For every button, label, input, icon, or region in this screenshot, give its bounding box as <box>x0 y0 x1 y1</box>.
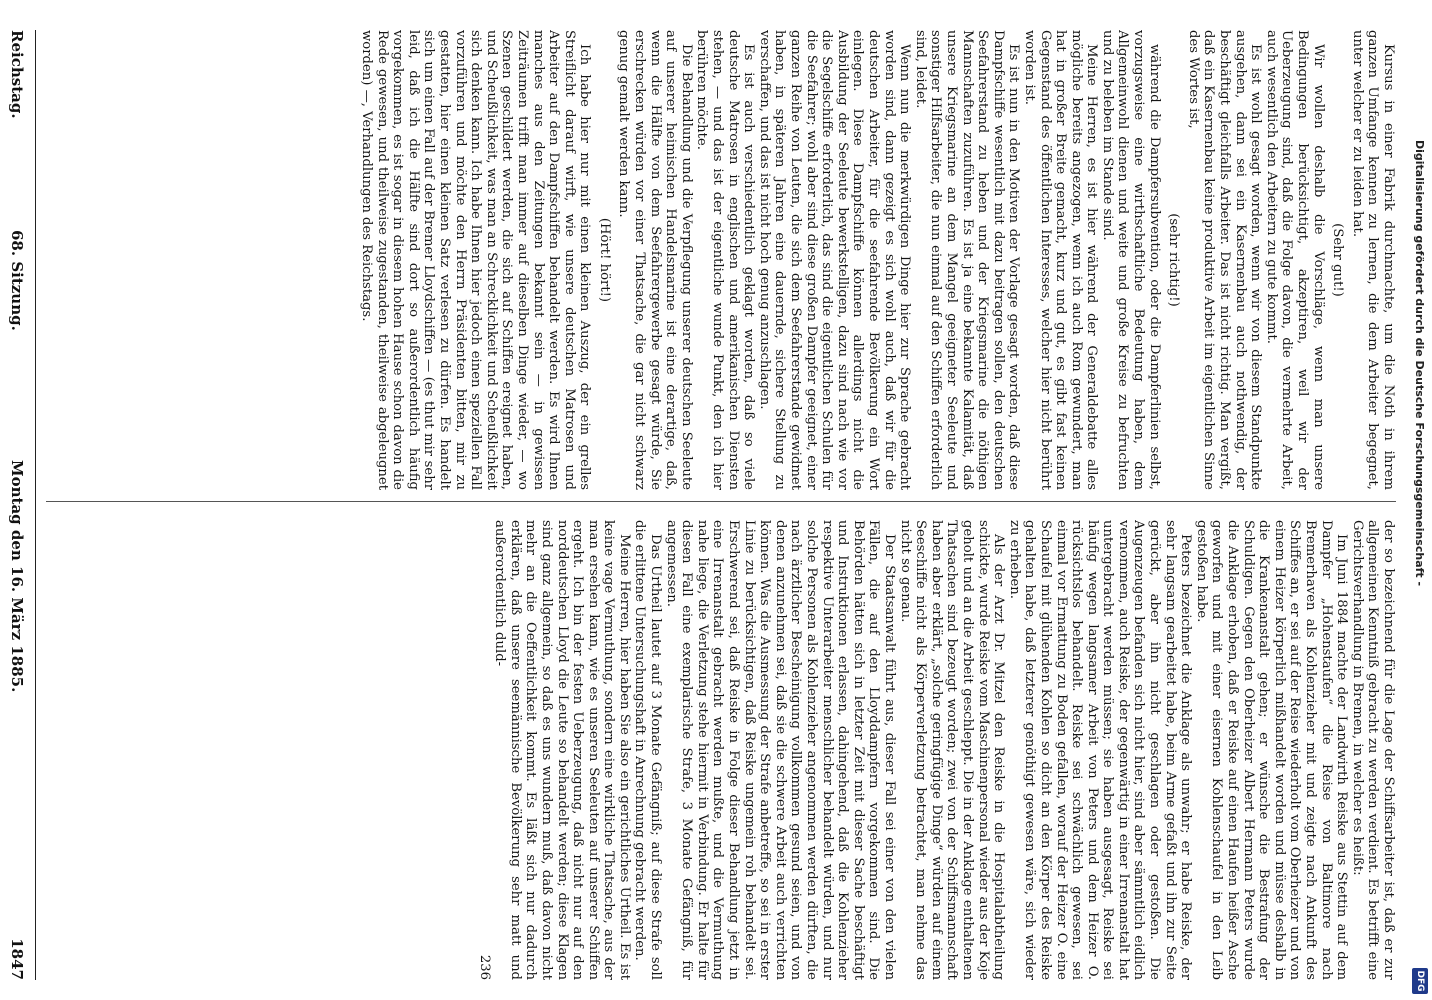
header-title: Reichstag. <box>8 30 26 119</box>
page-header <box>4 30 30 980</box>
paragraph: Ich habe hier nur mit einen kleinen Auszug, der ein grelles Streiflicht darauf wirft, wie unsere deutschen Matrosen und Arbeiter auf den Dampfschiffen behandelt werden. Es wird Ihnen manches aus den Zeitungen bekannt sein — in gewissen Zeiträumen trifft man immer auf dieselben Dinge wieder, — wo Szenen geschildert werden, die sich auf Schiffen ereignet haben, und Scheußlichkeit, was man an Schrecklichkeit und Scheußlichkeit sich denken kann. Ich habe Ihnen hier jedoch einen speziellen Fall vorzuführen und möchte den Herrn Präsidenten bitten, mir zu gestatten, hier einen kleinen Satz verlesen zu dürfen. Es handelt sich um einen Fall auf der Bremer Lloydschiffen — (es thut mir sehr leid, daß ich die Hälfte sind dort so außerordentlich häufig vorgekommen, es ist sogar in diesem hohen Hause schon davon die Rede gewesen, und theilweise zugestanden, theilweise abgeleugnet worden) —, Verhandlungen des Reichstags. <box>359 30 593 490</box>
right-column <box>46 520 1396 980</box>
paragraph: Die Behandlung und die Verpflegung unserer deutschen Seeleute auf unserer heimischen Handelsmarine ist eine derartige, daß, wenn die Hälfte von dem Seefahrergewerbe gesagt würde, Sie erschrecken würden vor einer Thatsache, die gar nicht schwarz genug gemalt werden kann. <box>616 30 694 490</box>
paragraph: Wenn nun die merkwürdigen Dinge hier zur Sprache gebracht worden sind, dann gezeigt es sich wohl auch, daß wir für die deutschen Arbeiter, für die seefahrende Bevölkerung ein Wort einlegen. Diese Dampfschiffe können allerdings nicht die Ausbildung der Seeleute bewerkstelligen, dazu sind nach wie vor die Segelschiffe erforderlich, das sind die eigentlichen Schulen für die Seefahrer; wohl aber sind diese großen Dampfer geeignet, einer ganzen Reihe von Leuten, die sich dem Seefahrerstande gewidmet haben, in späteren Jahren eine dauernde, sichere Stellung zu verschaffen, und das ist nicht hoch genug anzuschlagen. <box>756 30 913 490</box>
header-session: 68. Sitzung. <box>8 230 26 331</box>
paragraph: Es ist auch verschiedentlich geklagt worden, daß so viele deutsche Matrosen in englischen und amerikanischen Diensten stehen, — und das ist der eigentliche wunde Punkt, den ich hier berühren möchte. <box>694 30 757 490</box>
interjection: (Sehr gut!) <box>1330 223 1346 297</box>
paragraph: Meine Herren, hier haben Sie also ein gerichtliches Urtheil. Es ist keine vage Vermuthung, sondern eine wirkliche Thatsache, aus der man ersehen kann, wie es unseren Seeleuten auf unserer Schiffen ergeht. Ich bin der festen Ueberzeugung, daß nicht nur auf den norddeutschen Lloyd die Leute so behandelt werden; diese Klagen sind ganz allgemein, so daß es uns wundern muß, daß davon nicht mehr an die Oeffentlichkeit kommt. Es läßt sich nur dadurch erklären, daß unsere seemännische Bevölkerung sehr matt und außerordentlich duld- <box>492 520 632 980</box>
paragraph: Meine Herren, es ist hier während der Generaldebatte alles mögliche bereits angezogen, wenn ich auch Rom gewundert, man hat in großer Breite gemacht, kurz und gut, es gibt fast keinen Gegenstand des öffentlichen Interesses, welcher hier nicht berührt worden ist. <box>1021 30 1100 490</box>
header-date: Montag den 16. März 1885. <box>8 460 26 693</box>
paragraph: Es ist nun in den Motiven der Vorlage gesagt worden, daß diese Dampfschiffe wesentlich mit dazu beitragen sollen, den deutschen Seefahrerstand zu heben und der Kriegsmarine die nöthigen Mannschaften zuzuführen. Es ist ja eine bekannte Kalamität, daß unsere Kriegsmarine an dem Mangel geeigneter Seeleute und sonstiger Hilfsarbeiter, die nun einmal auf den Schiffen erforderlich sind, leidet. <box>912 30 1022 490</box>
paragraph: Wir wollen deshalb die Vorschläge, wenn man unsere Bedingungen berücksichtigt, akzeptiren, weil wir der Ueberzeugung sind, daß die Folge davon, die vermehrte Arbeit, auch wesentlich den Arbeitern zu gute kommt. <box>1263 30 1326 490</box>
signature-number: 236 <box>476 954 492 980</box>
interjection: (Hört! hört!) <box>596 217 612 303</box>
header-rule <box>35 30 36 980</box>
dfg-logo-icon: DFG <box>1412 968 1428 994</box>
paragraph: Es ist wohl gesagt worden, wenn wir von diesem Standpunkte ausgehen, dann sei ein Kasernenbau auch nothwendig, der beschäftigt gleichfalls Arbeiter. Das ist nicht richtig. Man vergißt, daß ein Kasernenbau keine produktive Arbeit im eigentlichen Sinne des Wortes ist, <box>1185 30 1264 490</box>
column-divider <box>46 501 1396 502</box>
paragraph: während die Dampfersubvention, oder die Dampferlinien selbst, vorzugsweise eine wirthschaftliche Bedeutung haben, dem Allgemeinwohl dienen und weite und große Kreise zu befruchten und zu beleben im Stande sind. <box>1099 30 1162 490</box>
header-page-number: 1847 <box>8 938 26 980</box>
quoted-paragraph: Peters bezeichnet die Anklage als unwahr; er habe Reiske, der sehr langsam gearbeitet habe, beim Arme gefaßt und ihn zur Seite gerückt, aber ihn nicht geschlagen oder gestoßen. Die Augenzeugen befanden sich nicht hier, sind aber sämmtlich eidlich vernommen, auch Reiske, der gegenwärtig in einer Irrenanstalt hat untergebracht werden müssen; sie haben ausgesagt, Reiske sei häufig wegen langsamer Arbeit von Peters und dem Heizer O. rücksichtslos behandelt. Reiske sei schwächlich gewesen, sei einmal vor Ermattung zu Boden gefallen, worauf der Heizer O. eine Schaufel mit glühenden Kohlen so dicht an den Körper des Reiske gehalten habe, daß letzterer genöthigt gewesen wäre, sich wieder zu erheben. <box>1006 520 1194 980</box>
digitization-stamp <box>1406 0 1432 1000</box>
interjection: (sehr richtig!) <box>1166 213 1182 307</box>
quoted-paragraph: Der Staatsanwalt führt aus, dieser Fall sei einer von den vielen Fällen, die auf den Lloyddampfern vorgekommen sind. Die Behörden hätten sich in letzter Zeit mit dieser Sache beschäftigt und Instruktionen erlassen, dahingehend, daß die Kohlenzieher respektive Unterarbeiter menschlicher behandelt würden, und nur solche Personen als Kohlenzieher angenommen werden dürften, die nach ärztlicher Bescheinigung vollkommen gesund seien, und von denen anzunehmen sei, daß sie die schwere Arbeit auch verrichten können. Was die Ausmessung der Strafe anbetreffe, so sei in erster Linie zu berücksichtigen, daß Reiske ungemein roh behandelt sei. Erschwerend sei, daß Reiske in Folge dieser Behandlung jetzt in eine Irrenanstalt gebracht werden mußte, und die Vermuthung nahe liege, die Verletzung stehe hiermit in Verbindung. Er halte für diesen Fall eine exemplarische Strafe, 3 Monate Gefängniß, für angemessen. <box>663 520 897 980</box>
quoted-paragraph: Das Urtheil lautet auf 3 Monate Gefängniß; auf diese Strafe soll die erlittene Untersuchungshaft in Anrechnung gebracht werden. <box>632 520 664 980</box>
paragraph: der so bezeichnend für die Lage der Schiffsarbeiter ist, daß er zur allgemeinen Kenntniß gebracht zu werden verdient. Es betrifft eine Gerichtsverhandlung in Bremen, in welcher es heißt: <box>1349 520 1396 980</box>
left-column <box>46 30 1396 490</box>
paragraph: Kursus in einer Fabrik durchmachte, um die Noth in ihrem ganzen Umfange kennen zu lernen, die dem Arbeiter begegnet, unter welcher er zu leiden hat. <box>1349 30 1396 490</box>
quoted-paragraph: Im Juni 1884 machte der Landwirth Reiske aus Stettin auf dem Dampfer „Hohenstaufen“ die Reise von Baltimore nach Bremerhaven als Kohlenzieher mit und zeigte nach Ankunft des Schiffes an, er sei auf der Reise wiederholt vom Oberheizer und von einem Heizer körperlich mißhandelt worden und müsse deshalb in die Krankenanstalt gehen; er wünsche die Bestrafung der Schuldigen. Gegen den Oberheizer Albert Hermann Peters wurde die Anklage erhoben, daß er Reiske auf einen Haufen heißer Asche geworfen und mit einer eisernen Kohlenschaufel in den Leib gestoßen habe. <box>1193 520 1350 980</box>
stamp-text: Digitalisierung gefördert durch die Deutsche Forschungsgemeinschaft - <box>1413 140 1426 587</box>
quoted-paragraph: Als der Arzt Dr. Mitzel den Reiske in die Hospitalabtheilung schickte, wurde Reiske vom Maschinenpersonal wieder aus der Koje geholt und an die Arbeit geschleppt. Die in der Anklage enthaltenen Thatsachen sind bezeugt worden; zwei von der Schiffsmannschaft haben aber erklärt, „solche geringfügige Dinge“ würden auf einem Seeschiffe nicht als Körperverletzung betrachtet, man nehme das nicht so genau. <box>897 520 1007 980</box>
